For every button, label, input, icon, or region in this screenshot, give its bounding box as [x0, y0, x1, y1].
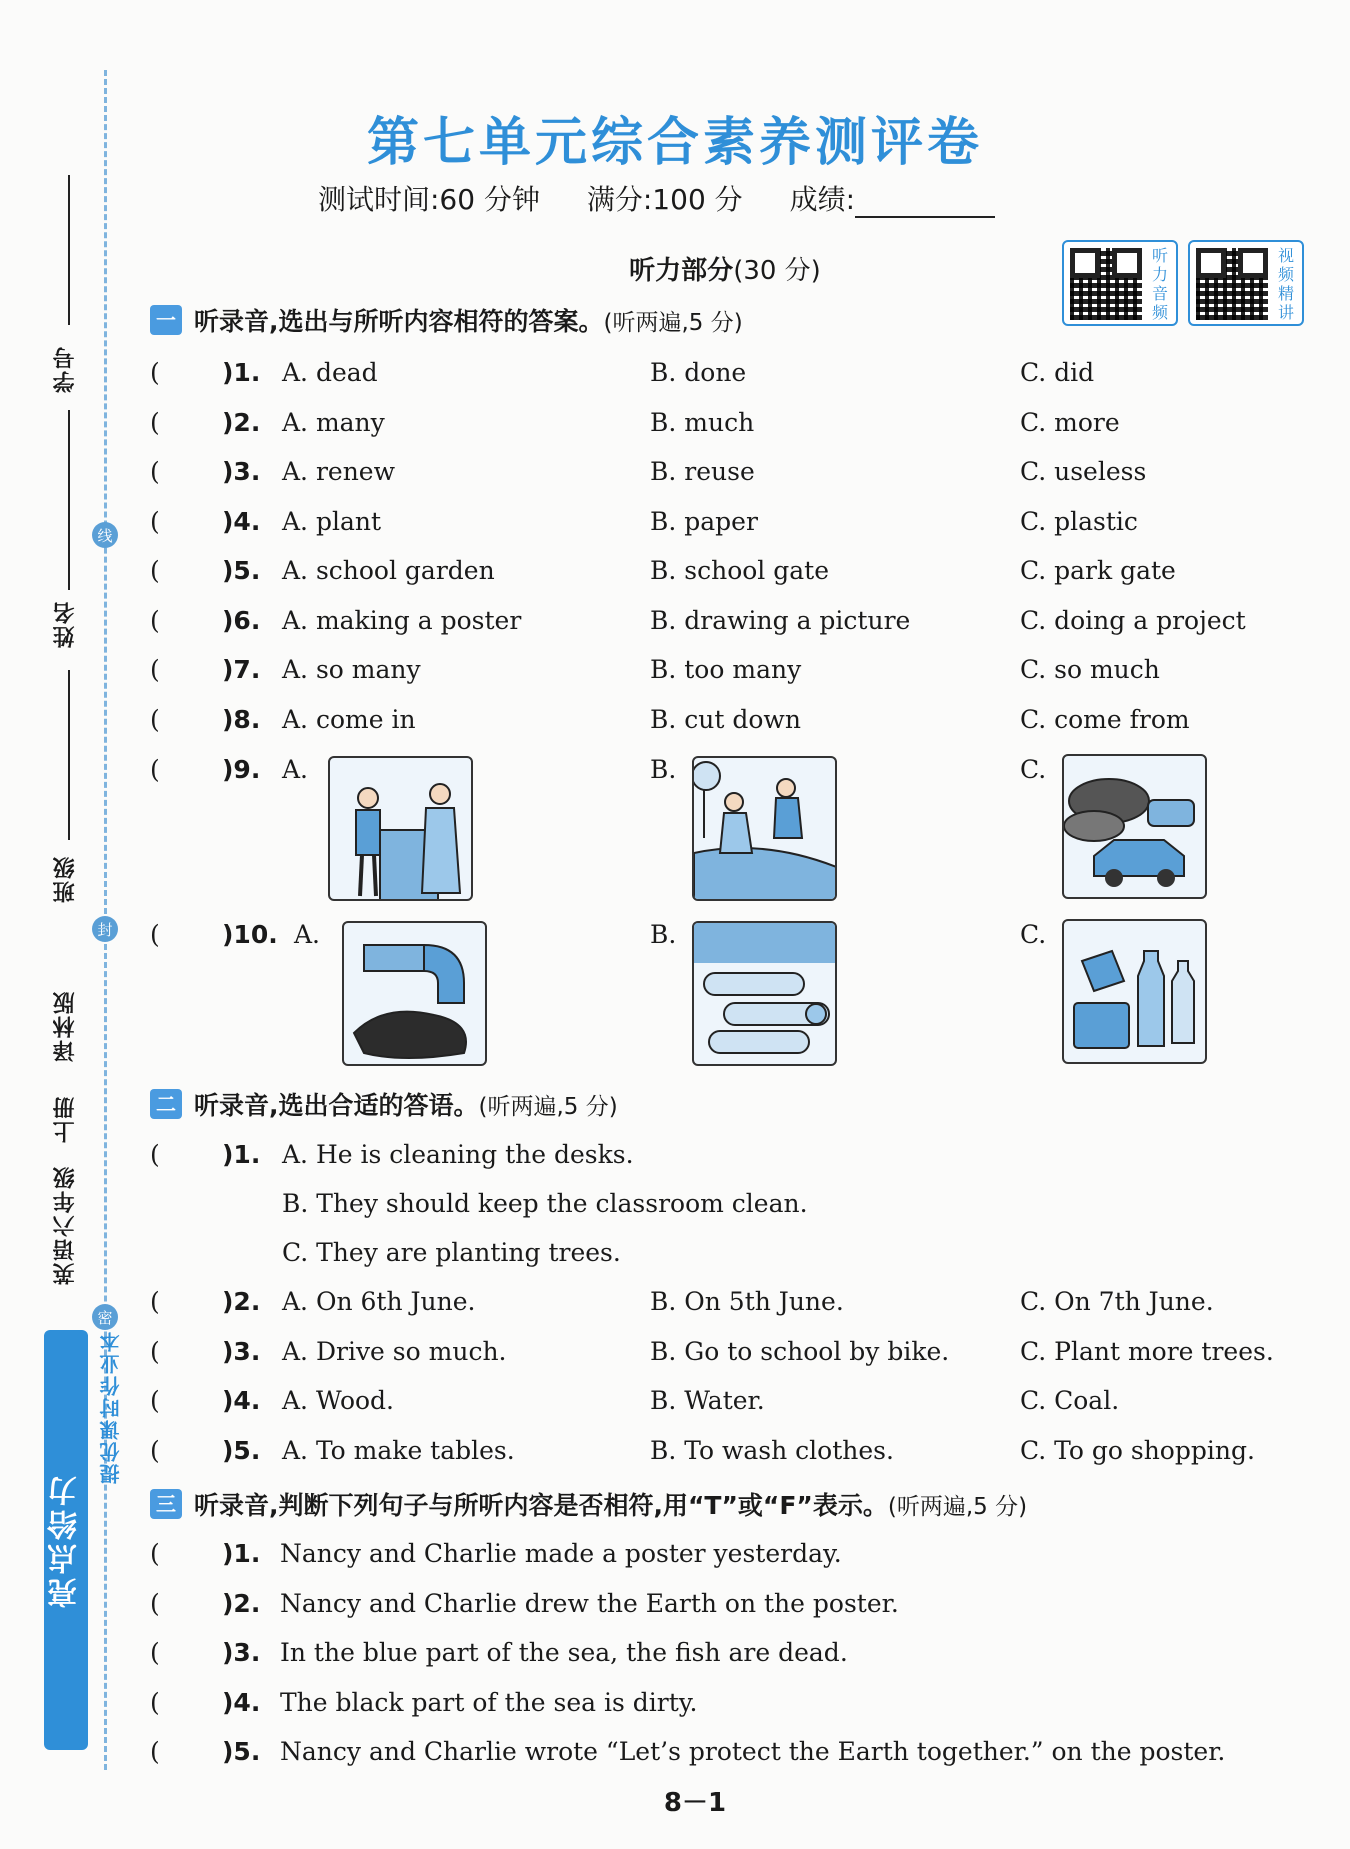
- question-number: )5.: [222, 1435, 261, 1465]
- brand-text: 亮点给力: [48, 1472, 83, 1608]
- bind-mark-seal: 封: [92, 916, 118, 942]
- answer-paren[interactable]: (: [150, 1386, 160, 1415]
- question-number: )9.: [222, 755, 261, 784]
- qr-audio-caption: 听力音频: [1151, 246, 1168, 322]
- question-number: )6.: [222, 605, 261, 635]
- section-badge: 三: [150, 1489, 182, 1519]
- option-b: B. cut down: [650, 704, 801, 734]
- option-c: C. more: [1020, 407, 1120, 437]
- answer-paren[interactable]: (: [150, 358, 160, 387]
- answer-paren[interactable]: (: [150, 1287, 160, 1316]
- option-b: B. They should keep the classroom clean.: [282, 1189, 808, 1218]
- class-line[interactable]: [68, 670, 70, 840]
- question-number: )1.: [222, 1140, 261, 1169]
- option-c: C. They are planting trees.: [282, 1238, 621, 1267]
- page-number: 8－1: [663, 1788, 727, 1818]
- question-number: )2.: [222, 1588, 261, 1618]
- answer-paren[interactable]: (: [150, 1687, 160, 1717]
- answer-paren[interactable]: (: [150, 506, 160, 536]
- name-label: 姓名: [53, 600, 78, 648]
- section-badge: 一: [150, 305, 182, 335]
- option-a: A. dead: [282, 358, 378, 387]
- option-b: B. To wash clothes.: [650, 1435, 894, 1465]
- option-a: A. He is cleaning the desks.: [282, 1140, 634, 1169]
- option-c: C. Coal.: [1020, 1386, 1120, 1415]
- section-title: 听录音,选出合适的答语。: [194, 1091, 479, 1120]
- option-b: B. done: [650, 358, 747, 387]
- option-b: B. school gate: [650, 556, 829, 585]
- picture-cars-pollution[interactable]: [1062, 754, 1207, 899]
- question-number: )3.: [222, 457, 261, 486]
- picture-people-cleaning-river[interactable]: [692, 756, 837, 901]
- option-b: B.: [650, 755, 677, 784]
- option-c: C. Plant more trees.: [1020, 1336, 1274, 1366]
- question-number: )1.: [222, 358, 261, 387]
- question-number: )7.: [222, 655, 261, 684]
- section-note: (听两遍,5 分): [478, 1093, 618, 1120]
- option-a: A. plant: [282, 506, 381, 536]
- option-c: C. did: [1020, 358, 1095, 387]
- page-title: 第七单元综合素养测评卷: [366, 113, 983, 173]
- option-b: B. reuse: [650, 457, 755, 486]
- student-id-label: 学号: [53, 345, 78, 393]
- option-b: B. much: [650, 407, 755, 437]
- answer-paren[interactable]: (: [150, 1140, 160, 1169]
- option-c: C.: [1020, 755, 1047, 784]
- answer-paren[interactable]: (: [150, 1539, 160, 1568]
- option-a: A.: [294, 920, 321, 949]
- question-number: )1.: [222, 1539, 261, 1568]
- option-a: A. Drive so much.: [282, 1336, 507, 1366]
- answer-paren[interactable]: (: [150, 655, 160, 684]
- volume-label: 上册: [53, 1095, 78, 1143]
- section-3-heading: [150, 1486, 1027, 1522]
- statement-text: Nancy and Charlie made a poster yesterday.: [280, 1539, 842, 1568]
- brand-logo: [44, 1330, 88, 1750]
- option-a: A. many: [282, 407, 385, 437]
- section-title: 听录音,判断下列句子与所听内容是否相符,用“T”或“F”表示。: [194, 1491, 888, 1520]
- option-c: C. On 7th June.: [1020, 1287, 1214, 1316]
- exam-time: 测试时间:60 分钟: [318, 183, 540, 216]
- answer-paren[interactable]: (: [150, 755, 160, 784]
- statement-text: In the blue part of the sea, the fish are dead.: [280, 1638, 848, 1667]
- exam-meta: [318, 178, 1033, 218]
- answer-paren[interactable]: (: [150, 1336, 160, 1366]
- question-number: )4.: [222, 1687, 261, 1717]
- option-a: A. Wood.: [282, 1386, 394, 1415]
- picture-pipe-dirty-water[interactable]: [342, 921, 487, 1066]
- question-number: )4.: [222, 1386, 261, 1415]
- option-b: B. Water.: [650, 1386, 765, 1415]
- statement-text: Nancy and Charlie wrote “Let’s protect the Earth together.” on the poster.: [280, 1737, 1226, 1766]
- answer-paren[interactable]: (: [150, 1588, 160, 1618]
- name-line[interactable]: [68, 410, 70, 590]
- qr-code-icon: [1196, 248, 1268, 320]
- option-b: B. Go to school by bike.: [650, 1336, 950, 1366]
- option-c: C.: [1020, 920, 1047, 949]
- option-b: B. paper: [650, 506, 758, 536]
- section-badge: 二: [150, 1089, 182, 1119]
- class-label: 班级: [53, 855, 78, 903]
- option-a: A. come in: [282, 704, 416, 734]
- statement-text: The black part of the sea is dirty.: [280, 1687, 698, 1717]
- option-b: B. drawing a picture: [650, 605, 911, 635]
- edition-label: 译林版: [53, 990, 78, 1062]
- statement-text: Nancy and Charlie drew the Earth on the poster.: [280, 1588, 899, 1618]
- bind-mark-line: 线: [92, 522, 118, 548]
- grade-label: 英语六年级: [53, 1165, 78, 1285]
- section-1-heading: [150, 302, 743, 338]
- question-number: )4.: [222, 506, 261, 536]
- question-number: )8.: [222, 704, 261, 734]
- answer-paren[interactable]: (: [150, 457, 160, 486]
- score-field[interactable]: [855, 192, 995, 218]
- option-c: C. To go shopping.: [1020, 1435, 1255, 1465]
- qr-video-caption: 视频精讲: [1277, 246, 1294, 322]
- question-number: )2.: [222, 1287, 261, 1316]
- option-a: A. school garden: [282, 556, 495, 585]
- option-a: A. On 6th June.: [282, 1287, 476, 1316]
- option-c: C. park gate: [1020, 556, 1176, 585]
- option-c: C. come from: [1020, 704, 1190, 734]
- option-a: A. renew: [282, 457, 395, 486]
- option-b: B.: [650, 920, 677, 949]
- option-b: B. too many: [650, 655, 802, 684]
- answer-paren[interactable]: (: [150, 1737, 160, 1766]
- answer-paren[interactable]: (: [150, 704, 160, 734]
- section-2-heading: [150, 1086, 618, 1122]
- option-a: A. making a poster: [282, 605, 522, 635]
- question-number: )5.: [222, 556, 261, 585]
- option-b: B. On 5th June.: [650, 1287, 844, 1316]
- section-title: 听录音,选出与所听内容相符的答案。: [194, 307, 604, 336]
- question-number: )3.: [222, 1336, 261, 1366]
- answer-paren[interactable]: (: [150, 920, 160, 949]
- part-points: (30 分): [733, 256, 821, 286]
- bind-mark-secret: 密: [92, 1304, 118, 1330]
- qr-video[interactable]: [1188, 240, 1304, 326]
- option-c: C. useless: [1020, 457, 1147, 486]
- exam-full-score: 满分:100 分: [586, 183, 743, 216]
- option-c: C. so much: [1020, 655, 1160, 684]
- section-note: (听两遍,5 分): [887, 1493, 1028, 1520]
- picture-plastic-bags-bottles[interactable]: [1062, 919, 1207, 1064]
- option-c: C. doing a project: [1020, 605, 1246, 635]
- answer-paren[interactable]: (: [150, 605, 160, 635]
- section-note: (听两遍,5 分): [603, 309, 743, 336]
- option-a: A. so many: [282, 655, 421, 684]
- qr-audio[interactable]: [1062, 240, 1178, 326]
- answer-paren[interactable]: (: [150, 407, 160, 437]
- picture-people-recycling-bin[interactable]: [328, 756, 473, 901]
- question-number: )2.: [222, 407, 261, 437]
- answer-paren[interactable]: (: [150, 556, 160, 585]
- part-name: 听力部分: [629, 256, 734, 286]
- option-a: A. To make tables.: [282, 1435, 515, 1465]
- picture-cut-down-trees[interactable]: [692, 921, 837, 1066]
- answer-paren[interactable]: (: [150, 1435, 160, 1465]
- qr-code-icon: [1070, 248, 1142, 320]
- series-label: 提优课时作业本: [99, 1330, 123, 1484]
- answer-paren[interactable]: (: [150, 1638, 160, 1667]
- option-c: C. plastic: [1020, 506, 1138, 536]
- question-number: )3.: [222, 1638, 261, 1667]
- score-label: 成绩:: [789, 183, 855, 216]
- question-number: )5.: [222, 1737, 261, 1766]
- option-a: A.: [282, 755, 309, 784]
- question-number: )10.: [222, 920, 278, 949]
